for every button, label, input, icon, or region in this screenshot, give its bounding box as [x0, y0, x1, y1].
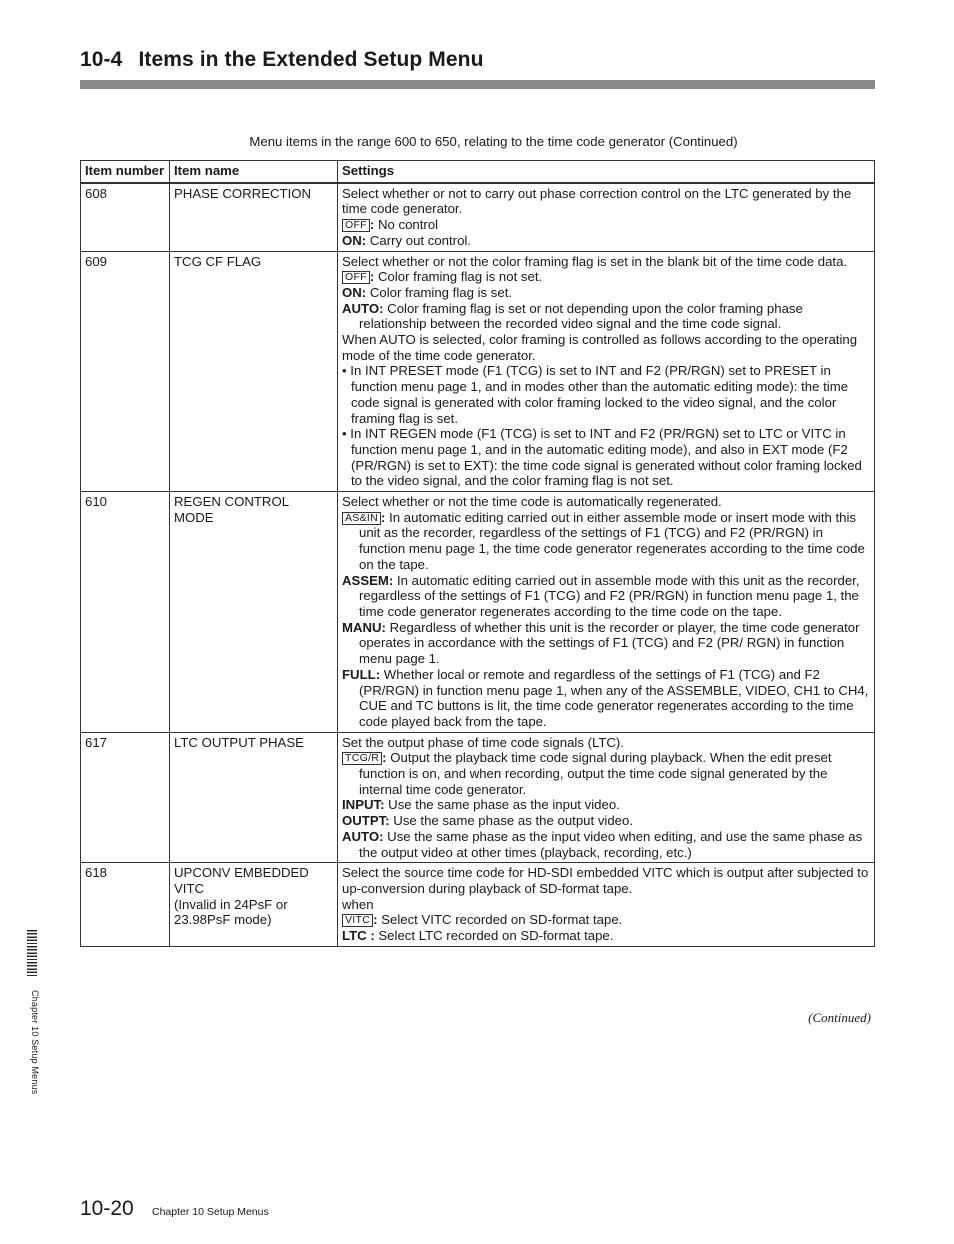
section-heading — [80, 48, 484, 72]
side-chapter-label: Chapter 10 Setup Menus — [30, 990, 40, 1095]
item-name-line: PHASE CORRECTION — [174, 185, 312, 201]
option-text: • In INT REGEN mode (F1 (TCG) is set to INT and F2 (PR/RGN) set to LTC or VITC in function menu page 1, and in the automatic editing mode), and also in EXT mode (F2 (PR/RGN) is set to EXT): the time code signal is generated without color framing locked to the video signal, and the color framing flag is not set. — [342, 426, 862, 489]
option-text: Whether local or remote and regardless of the settings of F1 (TCG) and F2 (PR/RGN) in function menu page 1, when any of the ASSEMBLE, VIDEO, CH1 to CH4, CUE and TC buttons is lit, the time code generator regenerates according to the time code played back from the tape. — [359, 666, 869, 729]
item-name-line: UPCONV EMBEDDED — [174, 865, 309, 881]
settings-cell — [338, 732, 875, 863]
item-name-line: MODE — [174, 509, 214, 525]
option-text: Use the same phase as the output video. — [389, 813, 634, 829]
option-text: In automatic editing carried out in assemble mode with this unit as the recorder, regardless of the settings of F1 (TCG) and F2 (PR/RGN) in function menu page 1, the time code generator regenerates according to the time code on the tape. — [359, 572, 860, 619]
settings-cell — [338, 183, 875, 251]
default-value-box: TCG/R — [342, 752, 382, 765]
option-key: FULL: — [342, 666, 381, 682]
option-text: when — [342, 896, 374, 912]
table-header-row — [81, 161, 875, 183]
option-text: Color framing flag is set. — [366, 284, 513, 300]
setting-option — [342, 301, 870, 332]
table-row — [81, 732, 875, 863]
item-name-cell — [170, 492, 338, 733]
table-row — [81, 251, 875, 492]
option-text: : Select VITC recorded on SD-format tape. — [373, 912, 623, 928]
option-key: AUTO: — [342, 300, 384, 316]
option-text: Set the output phase of time code signals (LTC). — [342, 734, 624, 750]
option-text: Use the same phase as the input video. — [384, 797, 620, 813]
setting-option — [342, 667, 870, 730]
default-value-box: AS&IN — [342, 512, 381, 525]
table-row — [81, 183, 875, 251]
option-text: Carry out control. — [366, 232, 471, 248]
item-number-cell: 617 — [81, 732, 170, 863]
option-text: : In automatic editing carried out in either assemble mode or insert mode with this unit as the recorder, regardless of the settings of F1 (TCG) and F2 (PR/RGN) in function menu page 1, the time code generator regenerates according to the time code on the tape. — [359, 509, 865, 572]
item-number-cell: 608 — [81, 183, 170, 251]
heading-rule — [80, 80, 875, 89]
settings-cell — [338, 863, 875, 947]
option-key: LTC : — [342, 928, 375, 944]
option-key: ASSEM: — [342, 572, 394, 588]
item-number-cell: 618 — [81, 863, 170, 947]
header-settings: Settings — [338, 161, 875, 183]
header-item-name: Item name — [170, 161, 338, 183]
option-text: When AUTO is selected, color framing is controlled as follows according to the operating mode of the time code generator. — [342, 332, 858, 363]
option-key: OUTPT: — [342, 813, 390, 829]
table-caption-text: Menu items in the range 600 to 650, relating to the time code generator (Continued) — [249, 134, 738, 149]
header-item-number: Item number — [81, 161, 170, 183]
setting-option — [342, 797, 870, 813]
settings-table — [80, 160, 875, 947]
option-text: : No control — [369, 217, 439, 233]
section-number: 10-4 — [80, 48, 123, 71]
option-text: Select whether or not to carry out phase correction control on the LTC generated by the time code generator. — [342, 185, 852, 217]
setting-text — [342, 186, 870, 217]
item-name-line: 23.98PsF mode) — [174, 912, 272, 928]
chapter-thumb-tab — [27, 930, 37, 978]
item-name-cell — [170, 183, 338, 251]
setting-option — [342, 573, 870, 620]
setting-option — [342, 813, 870, 829]
setting-option — [342, 829, 870, 860]
table-row — [81, 863, 875, 947]
setting-bullet — [342, 426, 870, 489]
setting-option — [342, 750, 870, 797]
option-text: • In INT PRESET mode (F1 (TCG) is set to INT and F2 (PR/RGN) set to PRESET in function menu page 1, and in modes other than the automatic editing mode): the time code signal is generated with color framing locked to the video signal, and the color framing flag is set. — [342, 363, 849, 426]
option-key: ON: — [342, 232, 367, 248]
item-name-line: VITC — [174, 880, 205, 896]
setting-text — [342, 494, 870, 510]
item-name-cell — [170, 863, 338, 947]
option-text: Color framing flag is set or not depending upon the color framing phase relationship between the recorded video signal and the time code signal. — [359, 300, 803, 332]
settings-cell — [338, 251, 875, 492]
item-name-line: REGEN CONTROL — [174, 494, 290, 510]
item-name-line: (Invalid in 24PsF or — [174, 896, 288, 912]
table-caption — [80, 134, 875, 149]
item-number-cell: 610 — [81, 492, 170, 733]
option-text: Select the source time code for HD-SDI embedded VITC which is output after subjected to up-conversion during playback of SD-format tape. — [342, 865, 869, 896]
setting-option — [342, 269, 870, 285]
option-text: Use the same phase as the input video when editing, and use the same phase as the output video at other times (playback, recording, etc.) — [359, 828, 863, 860]
setting-option — [342, 217, 870, 233]
option-key: AUTO: — [342, 828, 384, 844]
option-key: ON: — [342, 284, 367, 300]
setting-text — [342, 332, 870, 363]
option-key: INPUT: — [342, 797, 385, 813]
footer-chapter: Chapter 10 Setup Menus — [152, 1206, 269, 1218]
continued-note: (Continued) — [808, 1010, 871, 1025]
option-text: Select whether or not the color framing flag is set in the blank bit of the time code data. — [342, 253, 848, 269]
page-number: 10-20 — [80, 1197, 134, 1220]
item-name-cell — [170, 251, 338, 492]
section-title: Items in the Extended Setup Menu — [138, 48, 484, 71]
setting-text — [342, 254, 870, 270]
option-text: Regardless of whether this unit is the recorder or player, the time code generator operates in accordance with the settings of F1 (TCG) and F2 (PR/ RGN) in function menu page 1. — [359, 619, 860, 667]
item-number-cell: 609 — [81, 251, 170, 492]
option-text: Select whether or not the time code is automatically regenerated. — [342, 494, 722, 510]
setting-option — [342, 510, 870, 573]
setting-option — [342, 285, 870, 301]
default-value-box: OFF — [342, 271, 370, 284]
setting-option — [342, 620, 870, 667]
setting-text — [342, 735, 870, 751]
setting-text — [342, 897, 870, 913]
option-key: MANU: — [342, 619, 386, 635]
item-name-cell — [170, 732, 338, 863]
default-value-box: OFF — [342, 219, 370, 232]
item-name-line: TCG CF FLAG — [174, 253, 262, 269]
option-text: Select LTC recorded on SD-format tape. — [374, 928, 614, 944]
setting-text — [342, 865, 870, 896]
table-row — [81, 492, 875, 733]
setting-option — [342, 928, 870, 944]
option-text: : Color framing flag is not set. — [369, 269, 543, 285]
settings-cell — [338, 492, 875, 733]
setting-option — [342, 912, 870, 928]
option-text: : Output the playback time code signal during playback. When the edit preset function is on, and when recording, output the time code signal generated by the internal time code generator. — [359, 750, 832, 797]
item-name-line: LTC OUTPUT PHASE — [174, 734, 304, 750]
setting-option — [342, 233, 870, 249]
setting-bullet — [342, 363, 870, 426]
default-value-box: VITC — [342, 914, 373, 927]
